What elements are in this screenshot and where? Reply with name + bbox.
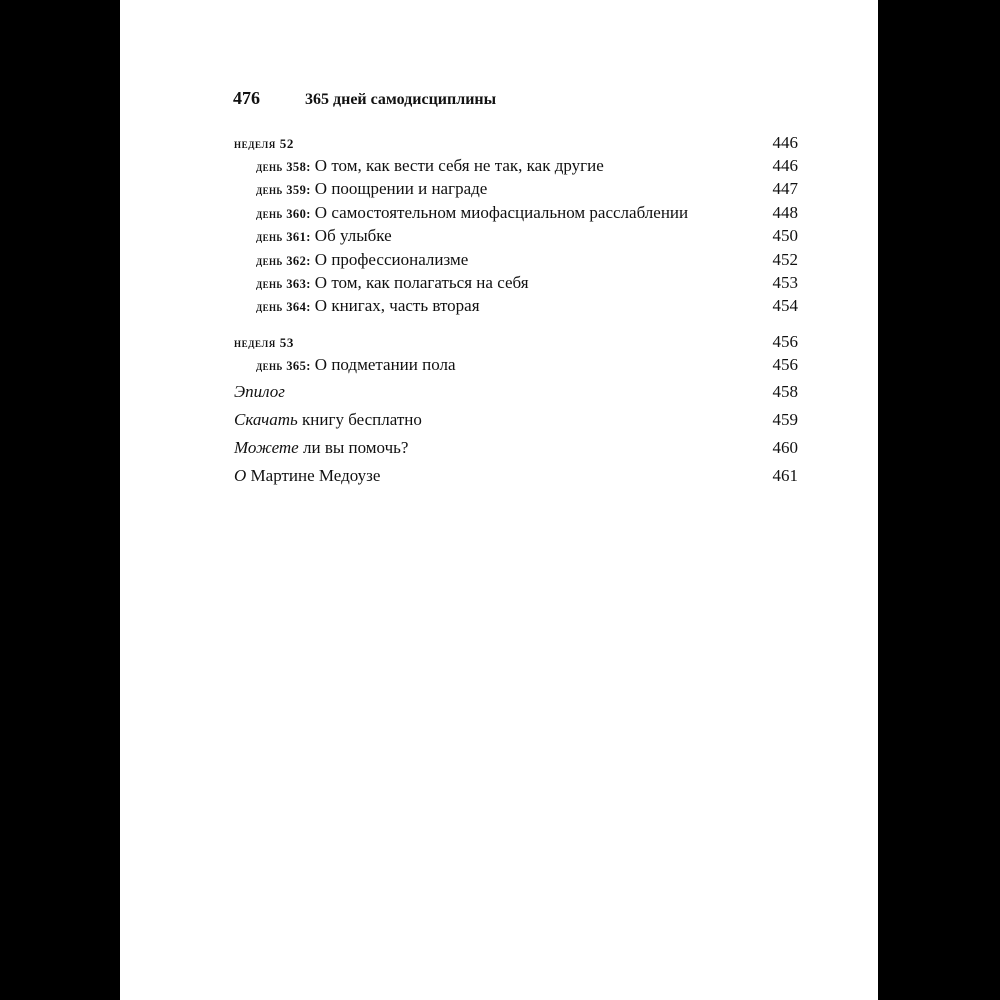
page-ref: 448 [772, 202, 798, 222]
page-ref: 458 [772, 382, 798, 402]
page-ref: 461 [772, 465, 798, 485]
day-label: день 361: [256, 230, 311, 245]
day-title: О самостоятельном миофасциальном расслаблении [314, 202, 689, 222]
toc-day-360[interactable] [234, 203, 798, 226]
toc-day-358[interactable] [234, 156, 798, 179]
day-label: день 365: [256, 358, 311, 373]
day-label: день 360: [256, 206, 311, 221]
day-title: О том, как вести себя не так, как другие [314, 156, 604, 175]
page-ref: 450 [772, 226, 798, 246]
day-label: день 364: [256, 300, 311, 315]
day-title: Об улыбке [314, 226, 392, 246]
day-label: день 362: [256, 253, 311, 268]
page-number: 476 [233, 88, 260, 108]
day-label: день 358: [256, 160, 311, 174]
day-label: день 359: [256, 183, 311, 198]
toc-download[interactable] [234, 410, 798, 438]
toc-help[interactable] [234, 438, 798, 466]
entry-italic: О [234, 465, 247, 485]
section-gap [234, 320, 798, 332]
entry-rest: Мартине Медоузе [246, 465, 381, 485]
day-title: О том, как полагаться на себя [314, 272, 529, 292]
week-label: неделя 53 [234, 334, 294, 350]
page-ref: 447 [772, 179, 798, 199]
toc-about-author[interactable] [234, 466, 798, 494]
toc-day-364[interactable] [234, 296, 798, 319]
book-page [120, 0, 878, 1000]
book-title: 365 дней самодисциплины [305, 91, 497, 108]
page-ref: 456 [772, 331, 798, 351]
page-ref: 454 [772, 296, 798, 316]
toc-day-365[interactable] [234, 355, 798, 378]
page-ref: 452 [772, 249, 798, 269]
page-ref: 446 [772, 133, 798, 152]
toc-day-363[interactable] [234, 273, 798, 296]
toc-day-359[interactable] [234, 179, 798, 202]
toc-week-53[interactable] [234, 332, 798, 355]
page-ref: 453 [772, 272, 798, 292]
toc-week-52[interactable] [234, 133, 798, 156]
day-title: О поощрении и награде [314, 179, 488, 199]
entry-rest: ли вы помочь? [298, 437, 409, 457]
table-of-contents [234, 133, 798, 493]
running-head [233, 88, 793, 112]
entry-rest: книгу бесплатно [297, 409, 422, 429]
entry-italic: Эпилог [234, 382, 285, 402]
week-label: неделя 52 [234, 136, 294, 151]
page-ref: 459 [772, 409, 798, 429]
entry-italic: Скачать [234, 409, 298, 429]
toc-epilogue[interactable] [234, 382, 798, 410]
page-ref: 456 [772, 354, 798, 374]
day-title: О книгах, часть вторая [314, 296, 480, 316]
page-ref: 446 [772, 156, 798, 175]
page-ref: 460 [772, 437, 798, 457]
day-title: О профессионализме [314, 249, 469, 269]
toc-day-362[interactable] [234, 250, 798, 273]
toc-day-361[interactable] [234, 226, 798, 249]
day-label: день 363: [256, 276, 311, 291]
entry-italic: Можете [234, 437, 299, 457]
day-title: О подметании пола [314, 354, 456, 374]
